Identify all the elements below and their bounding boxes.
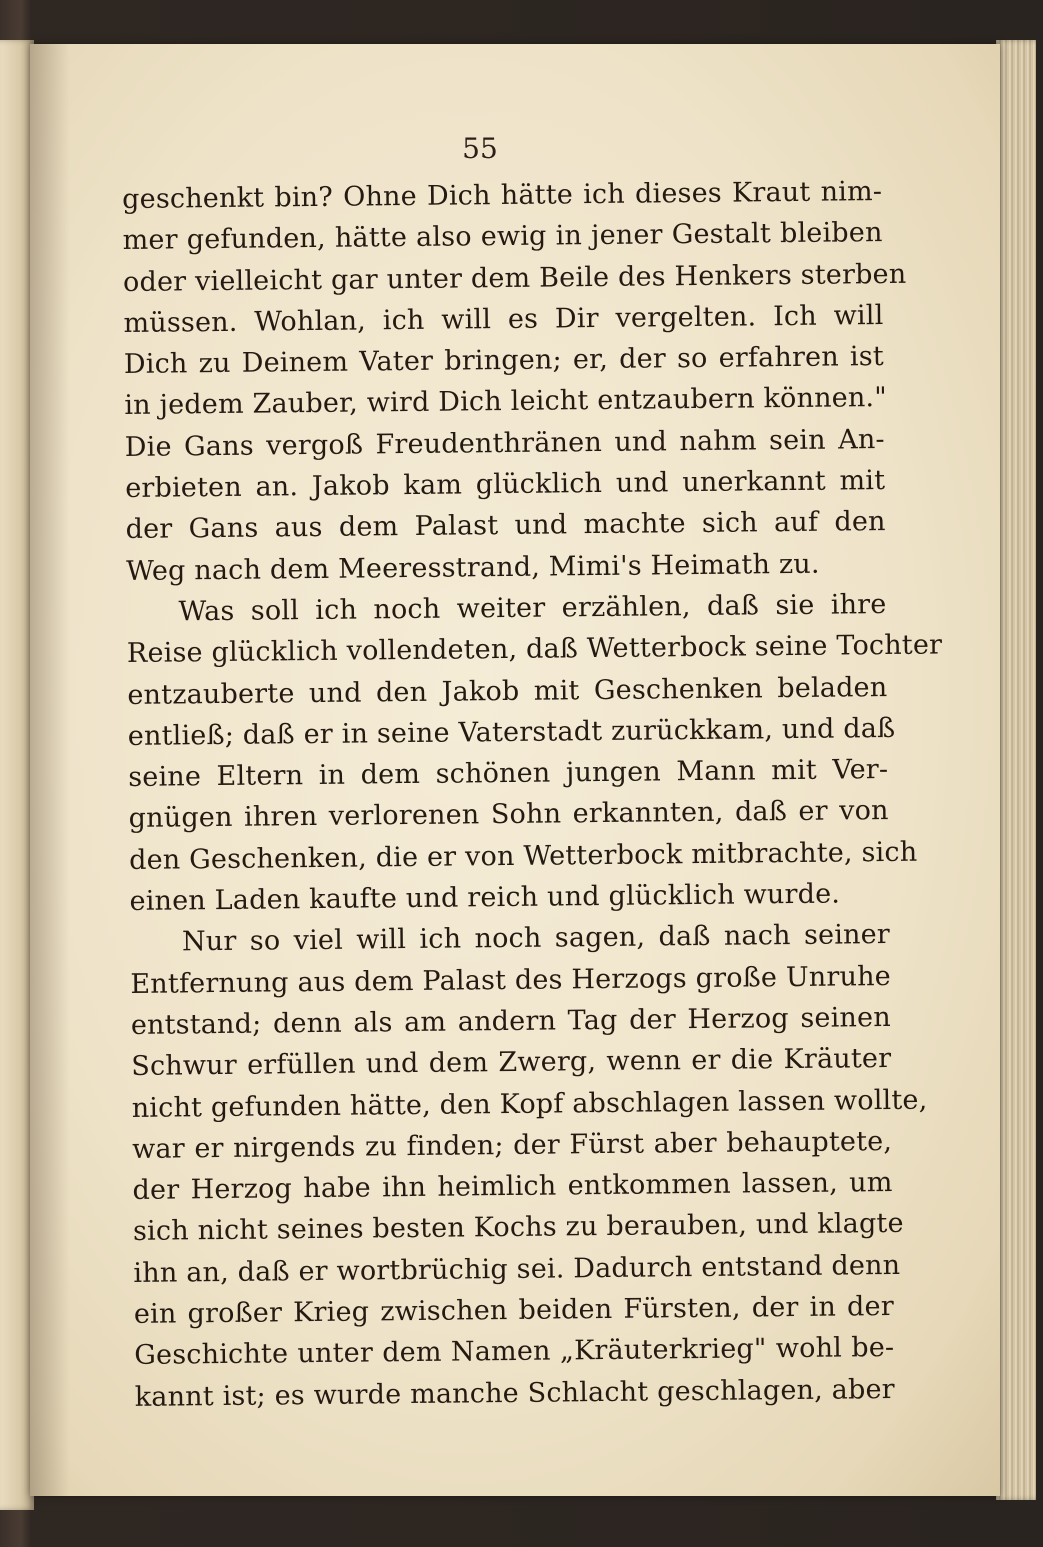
text-line: nicht gefunden hätte, den Kopf abschlagen lassen wollte, (131, 1084, 928, 1124)
body-text (122, 171, 943, 1418)
text-line: Entfernung aus dem Palast des Herzogs große Unruhe (130, 960, 892, 1000)
text-line: der Gans aus dem Palast und machte sich auf den (125, 506, 886, 546)
text-line: müssen. Wohlan, ich will es Dir vergelten. Ich will (123, 299, 884, 339)
text-line: den Geschenken, die er von Wetterbock mitbrachte, sich (128, 836, 918, 876)
text-line: entließ; daß er in seine Vaterstadt zurückkam, und daß (127, 712, 896, 752)
book-page (30, 44, 1000, 1496)
text-line: ihn an, daß er wortbrüchig sei. Dadurch entstand denn (133, 1249, 901, 1289)
text-line: kannt ist; es wurde manche Schlacht geschlagen, aber (134, 1373, 895, 1413)
left-page-edge (0, 40, 34, 1510)
text-line: entstand; denn als am andern Tag der Herzog seinen (130, 1001, 891, 1041)
text-line: Dich zu Deinem Vater bringen; er, der so erfahren ist (123, 341, 885, 381)
text-line: war er nirgends zu finden; der Fürst aber behauptete, (131, 1125, 893, 1165)
text-line: gnügen ihren verlorenen Sohn erkannten, daß er von (128, 795, 889, 835)
text-line: Geschichte unter dem Namen „Kräuterkrieg" wohl be- (134, 1332, 895, 1372)
page-stack-edge (996, 40, 1036, 1500)
text-line: geschenkt bin? Ohne Dich hätte ich dieses Kraut nim- (122, 176, 883, 215)
text-line: Was soll ich noch weiter erzählen, daß sie ihre (178, 588, 887, 628)
text-line: einen Laden kaufte und reich und glücklich wurde. (129, 878, 841, 918)
text-line: in jedem Zauber, wird Dich leicht entzaubern können." (124, 382, 888, 422)
text-line: seine Eltern in dem schönen jungen Mann mit Ver- (128, 754, 889, 794)
gutter-shadow (30, 44, 70, 1496)
text-line: Die Gans vergoß Freudenthränen und nahm sein An- (124, 423, 885, 463)
text-line: oder vielleicht gar unter dem Beile des Henkers sterben (122, 258, 907, 298)
text-line: Reise glücklich vollendeten, daß Wetterbock seine Tochter (126, 629, 943, 670)
text-line: Nur so viel will ich noch sagen, daß nach seiner (181, 919, 891, 958)
text-line: erbieten an. Jakob kam glücklich und unerkannt mit (125, 465, 886, 505)
text-line: Weg nach dem Meeresstrand, Mimi's Heimath zu. (125, 548, 820, 587)
text-line: Schwur erfüllen und dem Zwerg, wenn er die Kräuter (131, 1043, 892, 1083)
text-line: der Herzog habe ihn heimlich entkommen lassen, um (132, 1167, 893, 1207)
text-line: mer gefunden, hätte also ewig in jener Gestalt bleiben (122, 217, 883, 257)
page-number: 55 (462, 132, 498, 165)
text-line: ein großer Krieg zwischen beiden Fürsten, der in der (133, 1290, 895, 1330)
text-line: sich nicht seines besten Kochs zu berauben, und klagte (132, 1208, 904, 1248)
text-line: entzauberte und den Jakob mit Geschenken beladen (127, 671, 888, 711)
